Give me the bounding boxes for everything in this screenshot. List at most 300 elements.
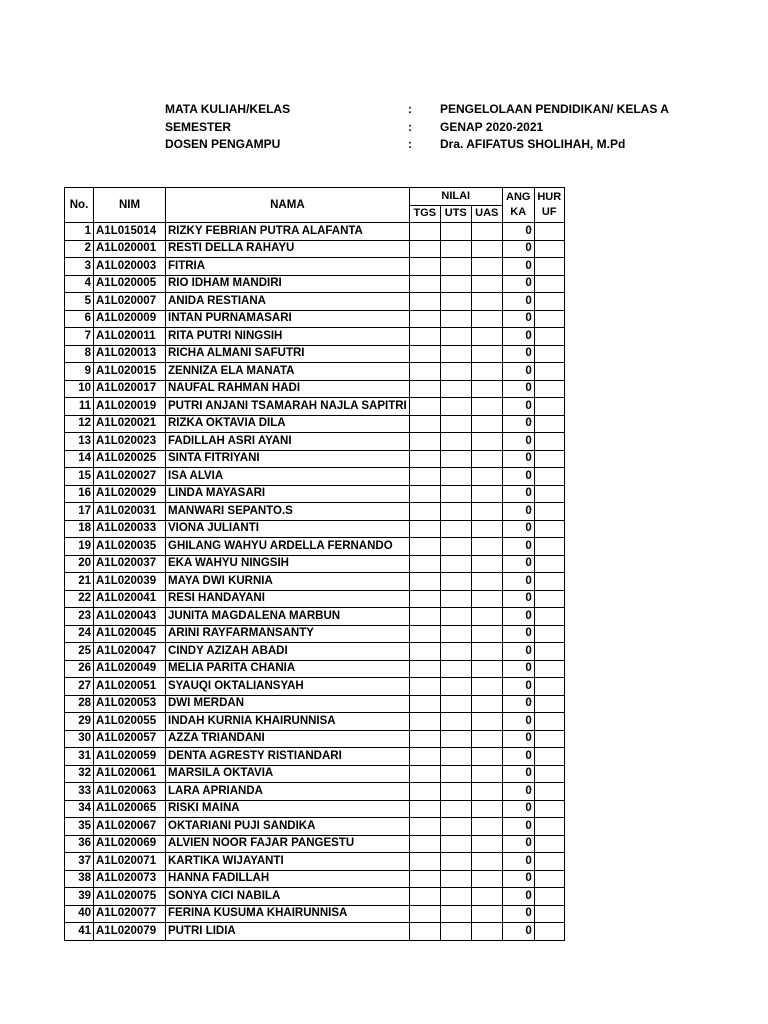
cell-nama: INDAH KURNIA KHAIRUNNISA [166,713,410,731]
cell-nim: A1L020049 [94,660,166,678]
cell-uas [471,923,502,941]
cell-tgs [409,398,440,416]
cell-nim: A1L020061 [94,765,166,783]
cell-nim: A1L020017 [94,380,166,398]
cell-nama: NAUFAL RAHMAN HADI [166,380,410,398]
cell-angka: 0 [502,538,534,556]
cell-angka: 0 [502,765,534,783]
cell-nim: A1L020047 [94,643,166,661]
cell-nama: RITA PUTRI NINGSIH [166,328,410,346]
cell-huruf [534,590,564,608]
cell-uas [471,415,502,433]
cell-uts [440,730,471,748]
cell-nim: A1L020035 [94,538,166,556]
cell-no: 9 [65,363,94,381]
cell-no: 16 [65,485,94,503]
cell-tgs [409,573,440,591]
header-nama: NAMA [166,188,410,223]
cell-huruf [534,608,564,626]
cell-uts [440,555,471,573]
cell-nama: RICHA ALMANI SAFUTRI [166,345,410,363]
table-row [65,293,565,311]
cell-no: 11 [65,398,94,416]
cell-nama: MANWARI SEPANTO.S [166,503,410,521]
cell-no: 14 [65,450,94,468]
cell-huruf [534,380,564,398]
table-row [65,923,565,941]
cell-tgs [409,695,440,713]
grades-table [64,187,565,941]
table-row [65,765,565,783]
cell-uas [471,608,502,626]
cell-uas [471,380,502,398]
cell-angka: 0 [502,520,534,538]
cell-angka: 0 [502,800,534,818]
table-row [65,713,565,731]
cell-no: 8 [65,345,94,363]
cell-nama: RIZKA OKTAVIA DILA [166,415,410,433]
cell-nama: LINDA MAYASARI [166,485,410,503]
table-row [65,520,565,538]
table-row [65,223,565,241]
cell-huruf [534,695,564,713]
cell-huruf [534,450,564,468]
cell-angka: 0 [502,275,534,293]
cell-uas [471,695,502,713]
cell-tgs [409,905,440,923]
cell-nama: LARA APRIANDA [166,783,410,801]
cell-uas [471,503,502,521]
cell-angka: 0 [502,398,534,416]
header-colon: : [408,119,412,134]
cell-tgs [409,678,440,696]
cell-uts [440,293,471,311]
cell-uas [471,870,502,888]
cell-nim: A1L020021 [94,415,166,433]
cell-no: 23 [65,608,94,626]
cell-nim: A1L020031 [94,503,166,521]
cell-nim: A1L020023 [94,433,166,451]
cell-uts [440,765,471,783]
cell-nama: AZZA TRIANDANI [166,730,410,748]
cell-no: 3 [65,258,94,276]
cell-tgs [409,468,440,486]
cell-angka: 0 [502,870,534,888]
cell-huruf [534,293,564,311]
cell-huruf [534,748,564,766]
header-huruf [534,188,564,223]
cell-uts [440,695,471,713]
cell-nim: A1L020075 [94,888,166,906]
cell-uts [440,870,471,888]
cell-angka: 0 [502,695,534,713]
cell-nama: ANIDA RESTIANA [166,293,410,311]
table-row [65,328,565,346]
header-no: No. [65,188,94,223]
cell-uas [471,573,502,591]
cell-no: 22 [65,590,94,608]
cell-nim: A1L020033 [94,520,166,538]
cell-nim: A1L020007 [94,293,166,311]
cell-angka: 0 [502,730,534,748]
cell-no: 18 [65,520,94,538]
cell-uts [440,713,471,731]
cell-huruf [534,503,564,521]
table-row [65,555,565,573]
cell-uas [471,468,502,486]
cell-uts [440,660,471,678]
cell-huruf [534,625,564,643]
table-row [65,485,565,503]
cell-nama: MELIA PARITA CHANIA [166,660,410,678]
header-nilai: NILAI [409,188,502,206]
cell-nim: A1L020019 [94,398,166,416]
cell-nama: ISA ALVIA [166,468,410,486]
cell-tgs [409,818,440,836]
cell-angka: 0 [502,748,534,766]
cell-uas [471,818,502,836]
cell-nim: A1L020069 [94,835,166,853]
cell-nim: A1L020079 [94,923,166,941]
table-row [65,538,565,556]
cell-tgs [409,275,440,293]
cell-angka: 0 [502,590,534,608]
cell-tgs [409,345,440,363]
cell-angka: 0 [502,503,534,521]
cell-huruf [534,853,564,871]
cell-nim: A1L020001 [94,240,166,258]
table-row [65,643,565,661]
cell-uas [471,328,502,346]
cell-nama: GHILANG WAHYU ARDELLA FERNANDO [166,538,410,556]
cell-tgs [409,730,440,748]
cell-nim: A1L020071 [94,853,166,871]
cell-no: 15 [65,468,94,486]
cell-angka: 0 [502,363,534,381]
cell-angka: 0 [502,660,534,678]
cell-tgs [409,223,440,241]
cell-uas [471,240,502,258]
cell-nama: DENTA AGRESTY RISTIANDARI [166,748,410,766]
cell-angka: 0 [502,555,534,573]
cell-nim: A1L020015 [94,363,166,381]
table-row [65,240,565,258]
cell-angka: 0 [502,328,534,346]
cell-nim: A1L020057 [94,730,166,748]
cell-nama: VIONA JULIANTI [166,520,410,538]
cell-nim: A1L020059 [94,748,166,766]
cell-tgs [409,328,440,346]
cell-huruf [534,433,564,451]
cell-uas [471,765,502,783]
cell-tgs [409,415,440,433]
table-row [65,380,565,398]
cell-huruf [534,310,564,328]
cell-tgs [409,625,440,643]
cell-nim: A1L020029 [94,485,166,503]
table-row [65,363,565,381]
cell-uts [440,398,471,416]
cell-uts [440,468,471,486]
header-huruf-line1: HUR [537,191,562,203]
cell-uas [471,678,502,696]
cell-uas [471,853,502,871]
cell-nim: A1L020051 [94,678,166,696]
cell-angka: 0 [502,625,534,643]
cell-uts [440,678,471,696]
table-row [65,345,565,363]
cell-no: 2 [65,240,94,258]
cell-nama: ARINI RAYFARMANSANTY [166,625,410,643]
cell-tgs [409,870,440,888]
cell-tgs [409,608,440,626]
cell-no: 17 [65,503,94,521]
cell-uas [471,433,502,451]
cell-tgs [409,800,440,818]
cell-uas [471,748,502,766]
cell-huruf [534,713,564,731]
cell-uas [471,800,502,818]
cell-tgs [409,765,440,783]
header-value: GENAP 2020-2021 [440,119,544,134]
cell-nim: A1L020073 [94,870,166,888]
cell-no: 35 [65,818,94,836]
table-row [65,275,565,293]
cell-tgs [409,643,440,661]
cell-nim: A1L020003 [94,258,166,276]
cell-tgs [409,380,440,398]
cell-no: 24 [65,625,94,643]
cell-nama: EKA WAHYU NINGSIH [166,555,410,573]
cell-uts [440,643,471,661]
table-row [65,310,565,328]
cell-angka: 0 [502,415,534,433]
cell-no: 5 [65,293,94,311]
table-row [65,730,565,748]
cell-nama: RESI HANDAYANI [166,590,410,608]
cell-no: 40 [65,905,94,923]
cell-nim: A1L020027 [94,468,166,486]
cell-nama: MAYA DWI KURNIA [166,573,410,591]
cell-uts [440,783,471,801]
cell-nama: FERINA KUSUMA KHAIRUNNISA [166,905,410,923]
cell-uts [440,310,471,328]
table-row [65,398,565,416]
table-row [65,853,565,871]
cell-uts [440,415,471,433]
cell-huruf [534,800,564,818]
cell-uts [440,380,471,398]
table-row [65,415,565,433]
cell-huruf [534,223,564,241]
cell-no: 30 [65,730,94,748]
cell-uas [471,660,502,678]
cell-nim: A1L020005 [94,275,166,293]
cell-no: 34 [65,800,94,818]
cell-nama: RIZKY FEBRIAN PUTRA ALAFANTA [166,223,410,241]
cell-uts [440,450,471,468]
cell-huruf [534,275,564,293]
header-tgs: TGS [409,205,440,223]
table-row [65,258,565,276]
cell-nama: OKTARIANI PUJI SANDIKA [166,818,410,836]
cell-no: 32 [65,765,94,783]
cell-no: 10 [65,380,94,398]
cell-uts [440,625,471,643]
cell-uts [440,608,471,626]
cell-huruf [534,345,564,363]
cell-uas [471,555,502,573]
cell-uts [440,835,471,853]
cell-no: 21 [65,573,94,591]
cell-tgs [409,853,440,871]
cell-nama: RESTI DELLA RAHAYU [166,240,410,258]
cell-nama: HANNA FADILLAH [166,870,410,888]
cell-angka: 0 [502,713,534,731]
cell-nim: A1L020055 [94,713,166,731]
cell-uas [471,835,502,853]
table-row [65,835,565,853]
cell-angka: 0 [502,450,534,468]
cell-angka: 0 [502,345,534,363]
table-row [65,783,565,801]
cell-huruf [534,398,564,416]
cell-angka: 0 [502,923,534,941]
cell-angka: 0 [502,310,534,328]
cell-huruf [534,660,564,678]
cell-uts [440,905,471,923]
cell-nim: A1L015014 [94,223,166,241]
table-row [65,888,565,906]
cell-tgs [409,713,440,731]
cell-no: 31 [65,748,94,766]
cell-no: 33 [65,783,94,801]
cell-nama: KARTIKA WIJAYANTI [166,853,410,871]
cell-uts [440,328,471,346]
cell-huruf [534,363,564,381]
cell-huruf [534,835,564,853]
cell-no: 4 [65,275,94,293]
cell-angka: 0 [502,678,534,696]
cell-angka: 0 [502,293,534,311]
table-row [65,678,565,696]
cell-huruf [534,538,564,556]
cell-huruf [534,240,564,258]
table-row [65,818,565,836]
header-colon: : [408,102,412,116]
header-angka-line2: KA [510,206,527,218]
table-row [65,695,565,713]
cell-uas [471,625,502,643]
cell-angka: 0 [502,468,534,486]
grades-table-body [65,223,565,941]
cell-huruf [534,643,564,661]
cell-uts [440,923,471,941]
cell-no: 25 [65,643,94,661]
cell-nama: ZENNIZA ELA MANATA [166,363,410,381]
cell-angka: 0 [502,608,534,626]
header-label: MATA KULIAH/KELAS [165,102,291,116]
cell-angka: 0 [502,818,534,836]
cell-uas [471,783,502,801]
table-row [65,590,565,608]
cell-no: 37 [65,853,94,871]
cell-angka: 0 [502,853,534,871]
cell-uas [471,713,502,731]
table-row [65,800,565,818]
cell-nama: ALVIEN NOOR FAJAR PANGESTU [166,835,410,853]
cell-uas [471,485,502,503]
cell-nama: PUTRI LIDIA [166,923,410,941]
cell-uts [440,433,471,451]
cell-angka: 0 [502,835,534,853]
cell-uas [471,905,502,923]
cell-no: 1 [65,223,94,241]
cell-nama: CINDY AZIZAH ABADI [166,643,410,661]
cell-no: 36 [65,835,94,853]
header-value: Dra. AFIFATUS SHOLIHAH, M.Pd [440,137,626,151]
cell-uts [440,223,471,241]
cell-huruf [534,573,564,591]
cell-nim: A1L020037 [94,555,166,573]
cell-no: 29 [65,713,94,731]
cell-uts [440,818,471,836]
table-row [65,870,565,888]
cell-angka: 0 [502,573,534,591]
header-value: PENGELOLAAN PENDIDIKAN/ KELAS A [440,102,669,116]
cell-huruf [534,415,564,433]
cell-nim: A1L020009 [94,310,166,328]
cell-uas [471,363,502,381]
cell-nama: RISKI MAINA [166,800,410,818]
table-row [65,660,565,678]
cell-uas [471,520,502,538]
cell-huruf [534,468,564,486]
cell-huruf [534,923,564,941]
cell-uas [471,258,502,276]
cell-uts [440,573,471,591]
cell-nama: FADILLAH ASRI AYANI [166,433,410,451]
cell-huruf [534,765,564,783]
cell-huruf [534,258,564,276]
cell-tgs [409,433,440,451]
cell-tgs [409,555,440,573]
cell-huruf [534,818,564,836]
cell-tgs [409,310,440,328]
cell-uas [471,310,502,328]
cell-nama: INTAN PURNAMASARI [166,310,410,328]
cell-uas [471,643,502,661]
header-nim: NIM [94,188,166,223]
cell-angka: 0 [502,380,534,398]
cell-uts [440,345,471,363]
cell-no: 39 [65,888,94,906]
cell-huruf [534,520,564,538]
cell-angka: 0 [502,783,534,801]
cell-tgs [409,258,440,276]
cell-tgs [409,485,440,503]
cell-uts [440,503,471,521]
table-row [65,433,565,451]
cell-huruf [534,730,564,748]
cell-nama: PUTRI ANJANI TSAMARAH NAJLA SAPITRI [166,398,410,416]
cell-huruf [534,783,564,801]
cell-no: 19 [65,538,94,556]
table-row [65,573,565,591]
cell-nama: DWI MERDAN [166,695,410,713]
header-angka-line1: ANG [506,191,531,203]
cell-angka: 0 [502,905,534,923]
